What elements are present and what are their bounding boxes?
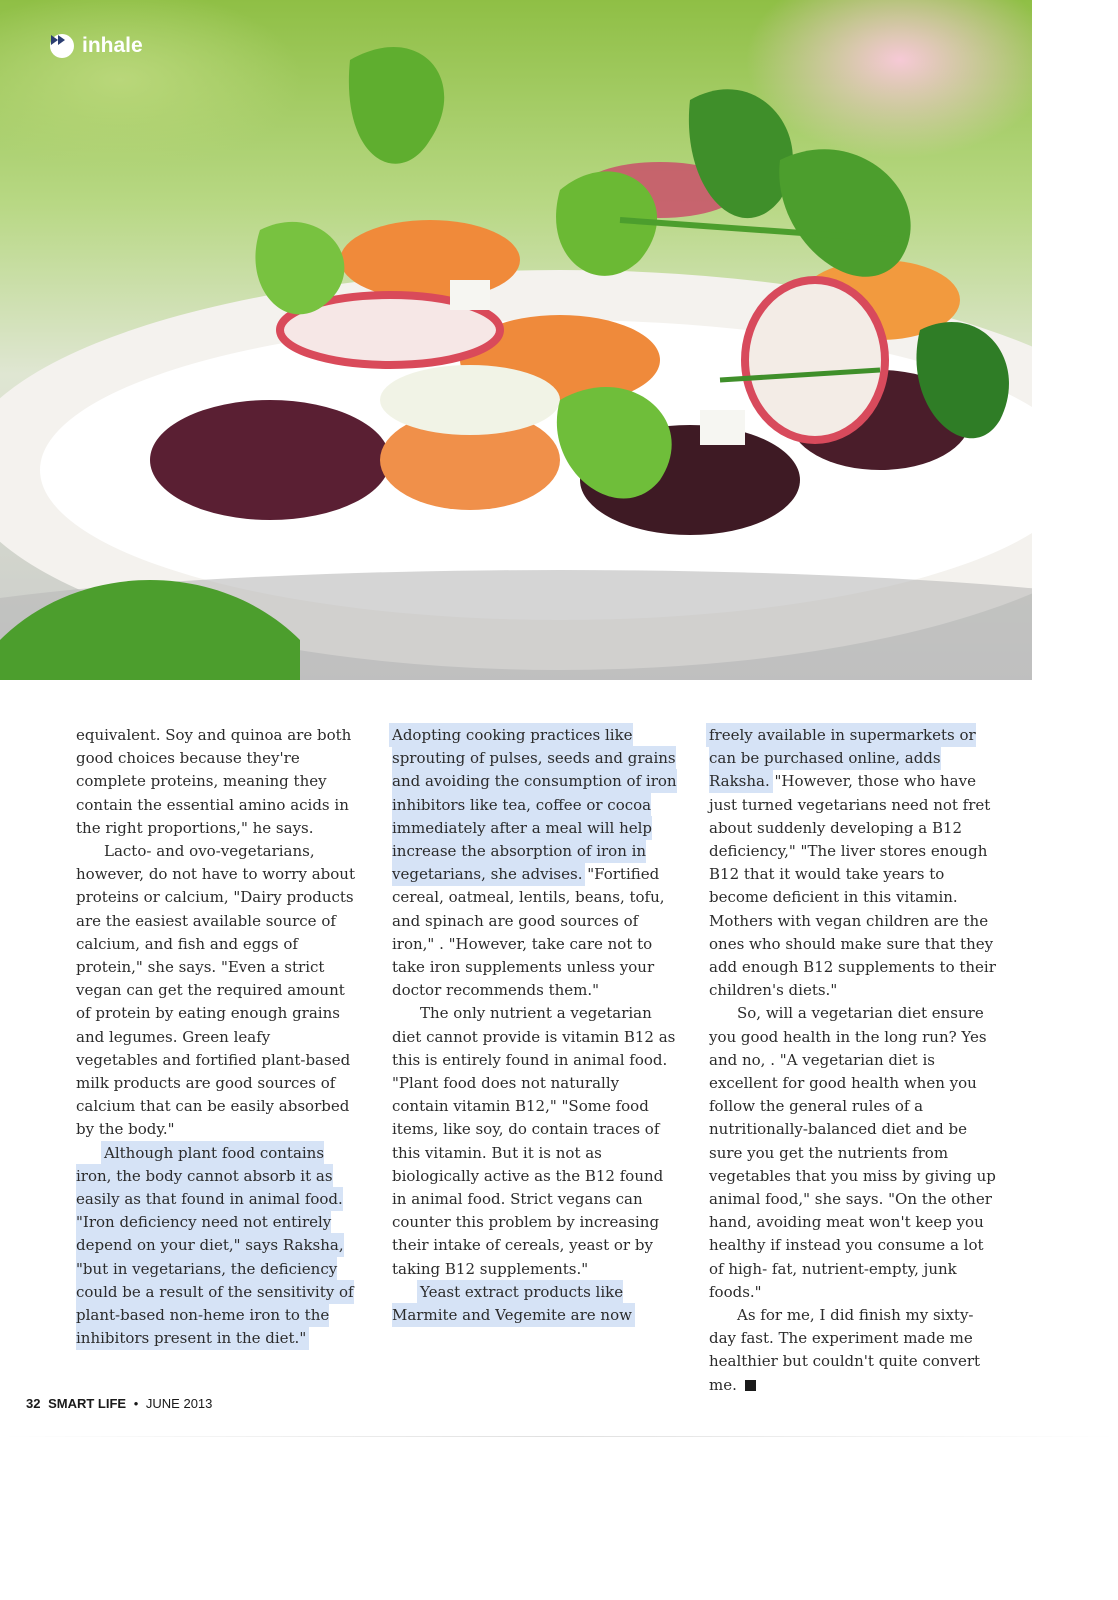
salad-photo <box>0 0 1032 680</box>
page-footer <box>26 1396 212 1411</box>
paragraph: Lacto- and ovo-vegetarians, however, do not have to worry about proteins or calcium, "Dairy products are the easiest available source of calcium, and fish and eggs of protein," she says. "Even a strict vegan can get the required amount of protein by eating enough grains and legumes. Green leafy vegetables and fortified plant-based milk products are good sources of calcium that can be easily absorbed by the body." <box>76 842 355 1139</box>
paragraph: The only nutrient a vegetarian diet cannot provide is vitamin B12 as this is entirely found in animal food. "Plant food does not naturally contain vitamin B12," "Some food items, like soy, do contain traces of this vitamin. But it is not as biologically active as the B12 found in animal food. Strict vegans can counter this problem by increasing their intake of cereals, yeast or by taking B12 supplements." <box>392 1004 676 1278</box>
end-of-article-mark <box>745 1380 756 1391</box>
scan-edge-line <box>0 1436 1118 1437</box>
magazine-name: SMART LIFE <box>48 1396 127 1411</box>
footer-separator: • <box>133 1396 139 1411</box>
paragraph-highlighted: Adopting cooking practices like sprouting of pulses, seeds and grains and avoiding the consumption of iron inhibitors like tea, coffee or cocoa immediately after a meal will help increase the absorption of iron in vegetarians, she advises. "Fortified cereal, oatmeal, lentils, beans, tofu, and spinach are good sources of iron," . "However, take care not to take iron supplements unless your doctor recommends them." <box>392 726 677 1000</box>
salad-illustration <box>0 0 1032 680</box>
article-column-3 <box>709 724 999 1397</box>
paragraph: As for me, I did finish my sixty-day fast. The experiment made me healthier but couldn't quite convert me. <box>709 1306 981 1394</box>
paragraph-highlighted: Yeast extract products like Marmite and Vegemite are now <box>392 1282 632 1325</box>
page-number: 32 <box>26 1396 41 1411</box>
section-label: inhale <box>82 34 143 57</box>
article-column-1 <box>76 724 356 1350</box>
article-column-2 <box>392 724 678 1327</box>
fast-forward-icon <box>50 34 74 58</box>
paragraph-highlighted: Although plant food contains iron, the body cannot absorb it as easily as that found in animal food. "Iron deficiency need not entirely depend on your diet," says Raksha, "but in vegetarians, the deficiency could be a result of the sensitivity of plant-based non-heme iron to the inhibitors present in the diet." <box>76 1143 354 1348</box>
paragraph: So, will a vegetarian diet ensure you good health in the long run? Yes and no, . "A vegetarian diet is excellent for good health when you follow the general rules of a nutritionally-balanced diet and be sure you get the nutrients from vegetables that you miss by giving up animal food," she says. "On the other hand, avoiding meat won't keep you healthy if instead you consume a lot of high- fat, nutrient-empty, junk foods." <box>709 1004 996 1301</box>
issue-date: JUNE 2013 <box>145 1396 213 1411</box>
paragraph: equivalent. Soy and quinoa are both good choices because they're complete proteins, meaning they contain the essential amino acids in the right proportions," he says. <box>76 726 352 837</box>
paragraph-highlighted: freely available in supermarkets or can be purchased online, adds Raksha. "However, those who have just turned vegetarians need not fret about suddenly developing a B12 deficiency," "The liver stores enough B12 that it would take years to become deficient in this vitamin. Mothers with vegan children are the ones who should make sure that they add enough B12 supplements to their children's diets." <box>709 726 996 1000</box>
section-tag <box>50 34 143 58</box>
